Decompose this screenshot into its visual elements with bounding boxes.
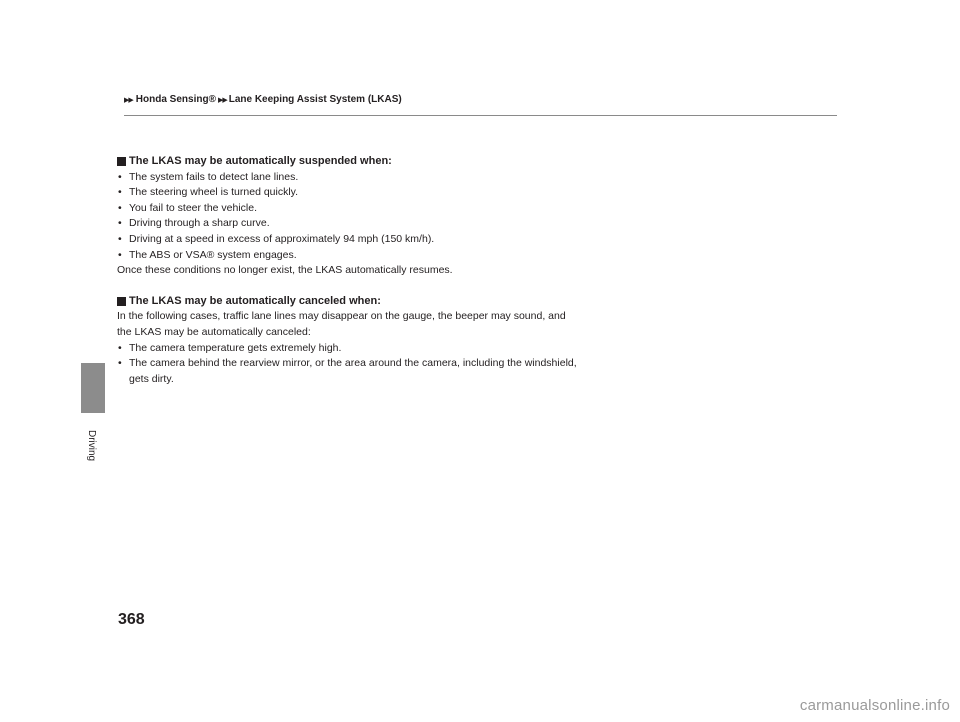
breadcrumb-arrow-icon: ▶▶	[124, 96, 133, 104]
square-bullet-icon	[117, 297, 126, 306]
watermark: carmanualsonline.info	[799, 697, 950, 714]
list-item: • Driving through a sharp curve.	[117, 216, 577, 232]
list-item: • Driving at a speed in excess of approximately 94 mph (150 km/h).	[117, 232, 577, 248]
section	[117, 294, 577, 388]
section-heading-text: The LKAS may be automatically suspended when:	[129, 155, 392, 167]
page-number: 368	[118, 611, 145, 628]
section-outro: Once these conditions no longer exist, the LKAS automatically resumes.	[117, 264, 453, 277]
breadcrumb-item[interactable]: Honda Sensing®	[135, 94, 216, 105]
breadcrumb-arrow-icon: ▶▶	[217, 96, 227, 104]
section-intro: In the following cases, traffic lane lines may disappear on the gauge, the beeper may sound, and the LKAS may be automatically canceled:	[117, 310, 566, 338]
list-item: • The camera behind the rearview mirror, or the area around the camera, including the windshield, gets dirty.	[117, 356, 577, 387]
list-item: • The steering wheel is turned quickly.	[117, 185, 577, 201]
section-heading-text: The LKAS may be automatically canceled when:	[129, 294, 381, 307]
section	[117, 154, 577, 279]
section-heading	[117, 294, 577, 310]
list-item: • The ABS or VSA® system engages.	[117, 248, 577, 264]
breadcrumb	[124, 94, 402, 105]
chapter-tab[interactable]	[81, 363, 105, 413]
bullet-list	[117, 170, 577, 264]
list-item: • You fail to steer the vehicle.	[117, 201, 577, 217]
page-content	[117, 154, 577, 387]
chapter-label: Driving	[86, 430, 97, 462]
bullet-list	[117, 341, 577, 388]
header-divider	[124, 115, 837, 116]
list-item: • The camera temperature gets extremely high.	[117, 341, 577, 357]
square-bullet-icon	[117, 157, 126, 166]
section-heading	[117, 154, 577, 170]
breadcrumb-item[interactable]: Lane Keeping Assist System (LKAS)	[228, 94, 402, 105]
list-item: • The system fails to detect lane lines.	[117, 170, 577, 186]
